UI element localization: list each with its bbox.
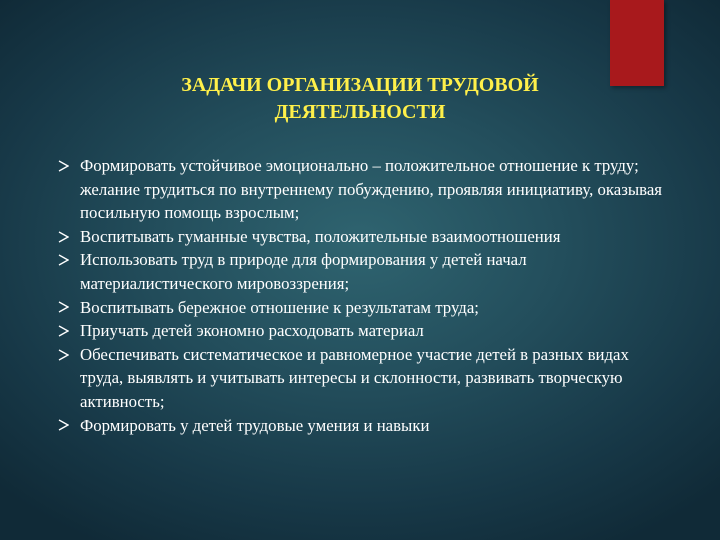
task-text: Приучать детей экономно расходовать материал <box>80 321 424 341</box>
arrowhead-bullet-icon <box>58 225 72 249</box>
arrowhead-bullet-icon <box>58 414 72 438</box>
arrowhead-bullet-icon <box>58 296 72 320</box>
task-list <box>58 154 663 437</box>
slide-title <box>100 72 620 126</box>
task-text: Воспитывать бережное отношение к результатам труда; <box>80 297 479 317</box>
task-item <box>58 154 663 225</box>
task-item <box>58 343 663 414</box>
task-text: Воспитывать гуманные чувства, положительные взаимоотношения <box>80 226 561 246</box>
slide-title-line-1: ЗАДАЧИ ОРГАНИЗАЦИИ ТРУДОВОЙ <box>181 74 539 96</box>
arrowhead-bullet-icon <box>58 319 72 343</box>
task-text: Обеспечивать систематическое и равномерное участие детей в разных видах труда, выявлять и учитывать интересы и склонности, развивать творческую активность; <box>80 344 629 411</box>
task-item <box>58 248 663 295</box>
task-text: Формировать устойчивое эмоционально – положительное отношение к труду; желание трудиться по внутреннему побуждению, проявляя инициативу, оказывая посильную помощь взрослым; <box>80 156 662 223</box>
task-item <box>58 225 663 249</box>
arrowhead-bullet-icon <box>58 248 72 272</box>
arrowhead-bullet-icon <box>58 154 72 178</box>
task-item <box>58 414 663 438</box>
task-item <box>58 296 663 320</box>
task-item <box>58 319 663 343</box>
task-text: Формировать у детей трудовые умения и навыки <box>80 415 430 435</box>
slide-title-line-2: ДЕЯТЕЛЬНОСТИ <box>274 101 446 123</box>
task-text: Использовать труд в природе для формирования у детей начал материалистического мировоззрения; <box>80 250 527 293</box>
arrowhead-bullet-icon <box>58 343 72 367</box>
